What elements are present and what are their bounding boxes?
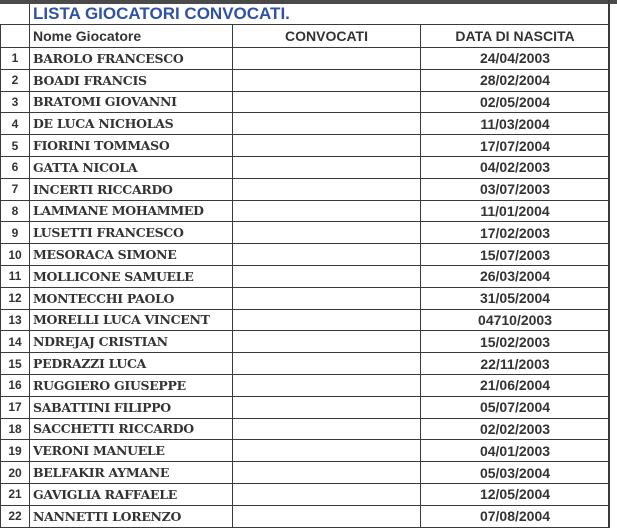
convocati-cell[interactable] [233, 418, 421, 440]
convocati-cell[interactable] [233, 113, 421, 135]
birthdate: 12/05/2004 [421, 483, 610, 505]
birthdate: 22/11/2003 [421, 353, 610, 375]
player-name: GAVIGLIA RAFFAELE [30, 483, 233, 505]
convocati-cell[interactable] [233, 396, 421, 418]
row-number: 7 [1, 178, 30, 200]
row-number: 6 [1, 156, 30, 178]
table-row [1, 418, 610, 440]
row-number: 1 [1, 48, 30, 70]
birthdate: 07/08/2004 [421, 505, 610, 527]
player-name: NDREJAJ CRISTIAN [30, 331, 233, 353]
row-number: 22 [1, 505, 30, 527]
header-convocati: CONVOCATI [233, 25, 421, 48]
birthdate: 04/01/2003 [421, 440, 610, 462]
convocati-cell[interactable] [233, 331, 421, 353]
birthdate: 15/02/2003 [421, 331, 610, 353]
player-sheet [0, 4, 617, 528]
convocati-cell[interactable] [233, 462, 421, 484]
table-row [1, 483, 610, 505]
table-row [1, 222, 610, 244]
birthdate: 05/03/2004 [421, 462, 610, 484]
birthdate: 11/03/2004 [421, 113, 610, 135]
table-row [1, 113, 610, 135]
table-row [1, 331, 610, 353]
player-name: MONTECCHI PAOLO [30, 287, 233, 309]
row-number: 16 [1, 374, 30, 396]
player-name: MORELLI LUCA VINCENT [30, 309, 233, 331]
player-name: BAROLO FRANCESCO [30, 48, 233, 70]
table-row [1, 396, 610, 418]
convocati-cell[interactable] [233, 69, 421, 91]
convocati-cell[interactable] [233, 440, 421, 462]
convocati-cell[interactable] [233, 374, 421, 396]
table-row [1, 462, 610, 484]
birthdate: 04/02/2003 [421, 156, 610, 178]
convocati-cell[interactable] [233, 178, 421, 200]
convocati-cell[interactable] [233, 222, 421, 244]
birthdate: 11/01/2004 [421, 200, 610, 222]
player-name: MESORACA SIMONE [30, 244, 233, 266]
table-row [1, 374, 610, 396]
row-number: 3 [1, 91, 30, 113]
row-number: 8 [1, 200, 30, 222]
table-row [1, 505, 610, 527]
player-name: GATTA NICOLA [30, 156, 233, 178]
player-name: BOADI FRANCIS [30, 69, 233, 91]
player-name: VERONI MANUELE [30, 440, 233, 462]
player-name: PEDRAZZI LUCA [30, 353, 233, 375]
table-row [1, 265, 610, 287]
row-number: 10 [1, 244, 30, 266]
row-number: 13 [1, 309, 30, 331]
table-row [1, 353, 610, 375]
birthdate: 28/02/2004 [421, 69, 610, 91]
convocati-cell[interactable] [233, 48, 421, 70]
table-row [1, 156, 610, 178]
row-number: 9 [1, 222, 30, 244]
row-number: 15 [1, 353, 30, 375]
birthdate: 17/07/2004 [421, 135, 610, 157]
convocati-cell[interactable] [233, 483, 421, 505]
table-row [1, 135, 610, 157]
table-row [1, 48, 610, 70]
header-name: Nome Giocatore [30, 25, 233, 48]
player-name: RUGGIERO GIUSEPPE [30, 374, 233, 396]
player-name: BELFAKIR AYMANE [30, 462, 233, 484]
row-number: 20 [1, 462, 30, 484]
table-row [1, 200, 610, 222]
convocati-cell[interactable] [233, 91, 421, 113]
title-row [1, 4, 610, 25]
header-num-cell [1, 25, 30, 48]
convocati-cell[interactable] [233, 505, 421, 527]
player-name: FIORINI TOMMASO [30, 135, 233, 157]
player-name: BRATOMI GIOVANNI [30, 91, 233, 113]
row-number: 17 [1, 396, 30, 418]
player-name: LUSETTI FRANCESCO [30, 222, 233, 244]
row-number: 11 [1, 265, 30, 287]
row-number: 21 [1, 483, 30, 505]
birthdate: 02/02/2003 [421, 418, 610, 440]
row-number: 18 [1, 418, 30, 440]
birthdate: 03/07/2003 [421, 178, 610, 200]
convocati-cell[interactable] [233, 156, 421, 178]
player-name: INCERTI RICCARDO [30, 178, 233, 200]
row-number: 19 [1, 440, 30, 462]
title-cell [30, 4, 610, 25]
birthdate: 31/05/2004 [421, 287, 610, 309]
birthdate: 15/07/2003 [421, 244, 610, 266]
row-number: 2 [1, 69, 30, 91]
convocati-cell[interactable] [233, 265, 421, 287]
header-birthdate: DATA DI NASCITA [421, 25, 610, 48]
header-row [1, 25, 610, 48]
player-name: SABATTINI FILIPPO [30, 396, 233, 418]
page-title: LISTA GIOCATORI CONVOCATI. [33, 4, 290, 23]
birthdate: 21/06/2004 [421, 374, 610, 396]
player-table [0, 4, 610, 528]
player-name: SACCHETTI RICCARDO [30, 418, 233, 440]
birthdate: 26/03/2004 [421, 265, 610, 287]
convocati-cell[interactable] [233, 353, 421, 375]
row-number: 12 [1, 287, 30, 309]
row-number: 5 [1, 135, 30, 157]
birthdate: 24/04/2003 [421, 48, 610, 70]
table-row [1, 91, 610, 113]
right-edge-rule [608, 0, 609, 527]
player-name: LAMMANE MOHAMMED [30, 200, 233, 222]
convocati-cell[interactable] [233, 135, 421, 157]
table-row [1, 440, 610, 462]
convocati-cell[interactable] [233, 200, 421, 222]
birthdate: 17/02/2003 [421, 222, 610, 244]
convocati-cell[interactable] [233, 309, 421, 331]
birthdate: 02/05/2004 [421, 91, 610, 113]
birthdate: 05/07/2004 [421, 396, 610, 418]
convocati-cell[interactable] [233, 287, 421, 309]
player-name: MOLLICONE SAMUELE [30, 265, 233, 287]
table-row [1, 287, 610, 309]
table-row [1, 178, 610, 200]
convocati-cell[interactable] [233, 244, 421, 266]
player-name: DE LUCA NICHOLAS [30, 113, 233, 135]
title-blank-cell [1, 4, 30, 25]
table-row [1, 309, 610, 331]
row-number: 4 [1, 113, 30, 135]
table-row [1, 244, 610, 266]
row-number: 14 [1, 331, 30, 353]
table-row [1, 69, 610, 91]
player-name: NANNETTI LORENZO [30, 505, 233, 527]
birthdate: 04710/2003 [421, 309, 610, 331]
